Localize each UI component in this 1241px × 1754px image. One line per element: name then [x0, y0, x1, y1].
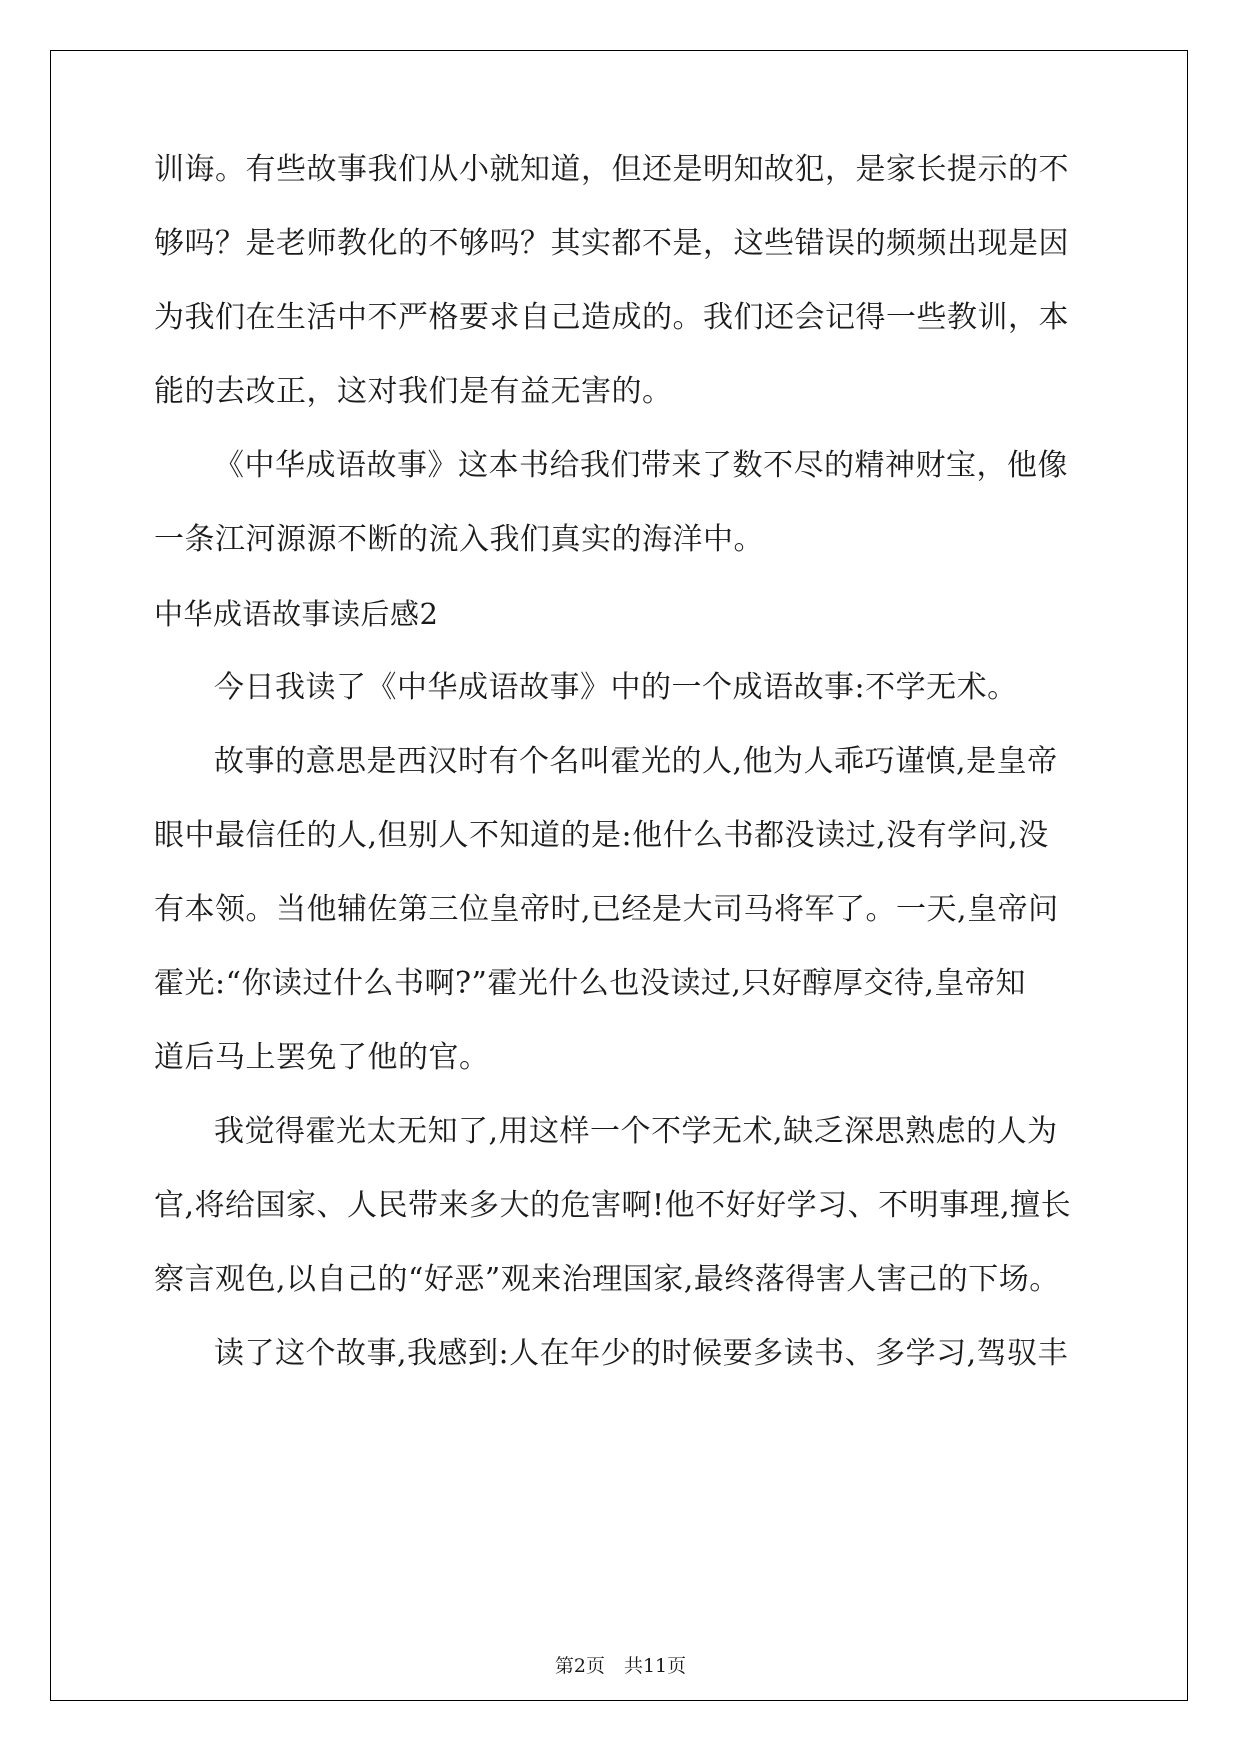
text-line: 为我们在生活中不严格要求自己造成的。我们还会记得一些教训，本	[154, 300, 1069, 335]
paragraph-start-line: 《中华成语故事》这本书给我们带来了数不尽的精神财宝，他像	[214, 448, 1068, 483]
text-line: 训诲。有些故事我们从小就知道，但还是明知故犯，是家长提示的不	[154, 152, 1069, 187]
page-number: 第2页 共11页	[554, 1655, 687, 1677]
paragraph-start-line: 我觉得霍光太无知了,用这样一个不学无术,缺乏深思熟虑的人为	[214, 1114, 1058, 1149]
text-line: 有本领。当他辅佐第三位皇帝时,已经是大司马将军了。一天,皇帝问	[154, 892, 1059, 927]
text-line: 眼中最信任的人,但别人不知道的是:他什么书都没读过,没有学问,没	[154, 818, 1049, 853]
text-line: 能的去改正，这对我们是有益无害的。	[154, 374, 673, 409]
section-heading: 中华成语故事读后感2	[154, 597, 439, 631]
text-line: 察言观色,以自己的“好恶”观来治理国家,最终落得害人害己的下场。	[154, 1262, 1060, 1297]
text-line: 官,将给国家、人民带来多大的危害啊!他不好好学习、不明事理,擅长	[154, 1188, 1072, 1223]
text-line: 道后马上罢免了他的官。	[154, 1040, 490, 1075]
paragraph-start-line: 读了这个故事,我感到:人在年少的时候要多读书、多学习,驾驭丰	[214, 1336, 1069, 1371]
text-line: 一条江河源源不断的流入我们真实的海洋中。	[154, 522, 764, 557]
text-line: 霍光:“你读过什么书啊?”霍光什么也没读过,只好醇厚交待,皇帝知	[154, 966, 1026, 1001]
paragraph-start-line: 今日我读了《中华成语故事》中的一个成语故事:不学无术。	[214, 670, 1018, 705]
paragraph-start-line: 故事的意思是西汉时有个名叫霍光的人,他为人乖巧谨慎,是皇帝	[214, 744, 1058, 779]
text-line: 够吗？是老师教化的不够吗？其实都不是，这些错误的频频出现是因	[154, 226, 1069, 261]
